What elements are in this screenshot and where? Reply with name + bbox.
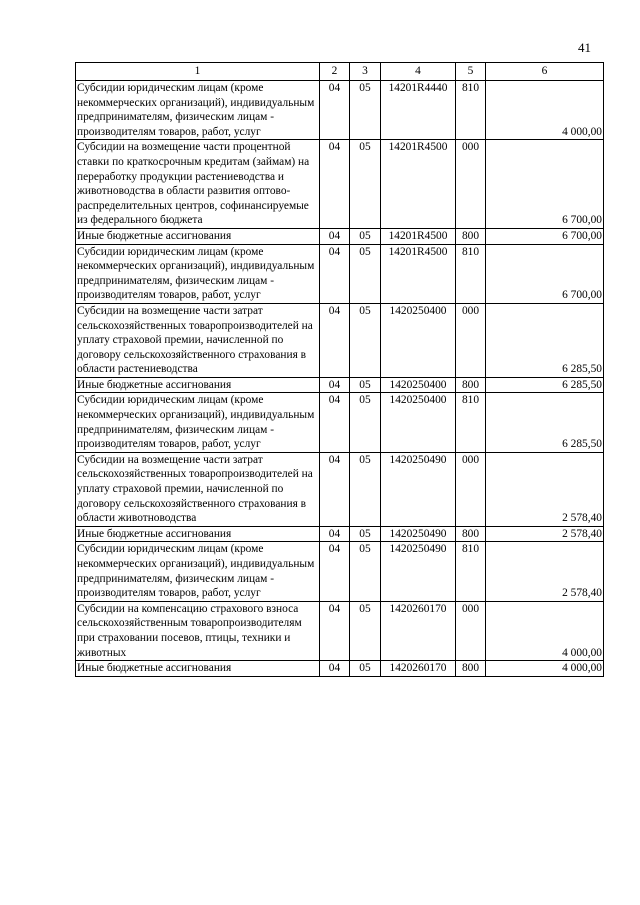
expense-type-cell: 800 bbox=[456, 661, 486, 677]
table-header-row bbox=[76, 63, 604, 81]
target-article-cell: 1420260170 bbox=[381, 661, 456, 677]
amount-cell: 6 700,00 bbox=[486, 244, 604, 303]
target-article-cell: 14201R4500 bbox=[381, 244, 456, 303]
row-name-cell: Иные бюджетные ассигнования bbox=[76, 526, 320, 542]
column-header: 3 bbox=[350, 63, 381, 81]
table-row bbox=[76, 140, 604, 229]
row-name-cell: Иные бюджетные ассигнования bbox=[76, 377, 320, 393]
target-article-cell: 1420250490 bbox=[381, 542, 456, 601]
expense-type-cell: 800 bbox=[456, 228, 486, 244]
expense-type-cell: 810 bbox=[456, 393, 486, 452]
expense-type-cell: 800 bbox=[456, 377, 486, 393]
row-name-cell: Иные бюджетные ассигнования bbox=[76, 661, 320, 677]
amount-cell: 2 578,40 bbox=[486, 542, 604, 601]
budget-allocation-table bbox=[75, 62, 604, 677]
table-row bbox=[76, 244, 604, 303]
expense-type-cell: 000 bbox=[456, 452, 486, 526]
amount-cell: 6 285,50 bbox=[486, 377, 604, 393]
table-body bbox=[76, 81, 604, 677]
expense-type-cell: 810 bbox=[456, 81, 486, 140]
section-code-cell: 04 bbox=[320, 526, 350, 542]
section-code-cell: 04 bbox=[320, 81, 350, 140]
subsection-code-cell: 05 bbox=[350, 601, 381, 660]
section-code-cell: 04 bbox=[320, 228, 350, 244]
target-article-cell: 1420250400 bbox=[381, 303, 456, 377]
column-header: 4 bbox=[381, 63, 456, 81]
subsection-code-cell: 05 bbox=[350, 228, 381, 244]
row-name-cell: Субсидии юридическим лицам (кроме некоммерческих организаций), индивидуальным предпринимателям, физическим лицам - производителям товаров, работ, услуг bbox=[76, 81, 320, 140]
amount-cell: 2 578,40 bbox=[486, 526, 604, 542]
table-row bbox=[76, 303, 604, 377]
section-code-cell: 04 bbox=[320, 244, 350, 303]
table-row bbox=[76, 393, 604, 452]
target-article-cell: 1420260170 bbox=[381, 601, 456, 660]
row-name-cell: Субсидии на возмещение части затрат сельскохозяйственных товаропроизводителей на уплату страховой премии, начисленной по договору сельскохозяйственного страхования в области животноводства bbox=[76, 452, 320, 526]
page-number: 41 bbox=[578, 40, 591, 55]
subsection-code-cell: 05 bbox=[350, 244, 381, 303]
target-article-cell: 1420250400 bbox=[381, 393, 456, 452]
section-code-cell: 04 bbox=[320, 140, 350, 229]
target-article-cell: 1420250490 bbox=[381, 526, 456, 542]
column-header: 1 bbox=[76, 63, 320, 81]
row-name-cell: Субсидии юридическим лицам (кроме некоммерческих организаций), индивидуальным предпринимателям, физическим лицам - производителям товаров, работ, услуг bbox=[76, 244, 320, 303]
expense-type-cell: 810 bbox=[456, 244, 486, 303]
subsection-code-cell: 05 bbox=[350, 377, 381, 393]
table-row bbox=[76, 661, 604, 677]
target-article-cell: 1420250400 bbox=[381, 377, 456, 393]
subsection-code-cell: 05 bbox=[350, 393, 381, 452]
row-name-cell: Субсидии на компенсацию страхового взноса сельскохозяйственным товаропроизводителям при страховании посевов, птицы, техники и животных bbox=[76, 601, 320, 660]
section-code-cell: 04 bbox=[320, 542, 350, 601]
table-row bbox=[76, 542, 604, 601]
row-name-cell: Субсидии юридическим лицам (кроме некоммерческих организаций), индивидуальным предпринимателям, физическим лицам - производителям товаров, работ, услуг bbox=[76, 393, 320, 452]
section-code-cell: 04 bbox=[320, 661, 350, 677]
table-row bbox=[76, 601, 604, 660]
table-row bbox=[76, 228, 604, 244]
table-row bbox=[76, 452, 604, 526]
amount-cell: 6 700,00 bbox=[486, 228, 604, 244]
column-header: 6 bbox=[486, 63, 604, 81]
table-row bbox=[76, 81, 604, 140]
amount-cell: 4 000,00 bbox=[486, 661, 604, 677]
section-code-cell: 04 bbox=[320, 377, 350, 393]
section-code-cell: 04 bbox=[320, 601, 350, 660]
row-name-cell: Субсидии юридическим лицам (кроме некоммерческих организаций), индивидуальным предпринимателям, физическим лицам - производителям товаров, работ, услуг bbox=[76, 542, 320, 601]
amount-cell: 4 000,00 bbox=[486, 81, 604, 140]
subsection-code-cell: 05 bbox=[350, 303, 381, 377]
expense-type-cell: 800 bbox=[456, 526, 486, 542]
subsection-code-cell: 05 bbox=[350, 452, 381, 526]
row-name-cell: Субсидии на возмещение части процентной ставки по краткосрочным кредитам (займам) на переработку продукции растениеводства и животноводства в области развития оптово-распределительных центров, софинансируемые из федерального бюджета bbox=[76, 140, 320, 229]
expense-type-cell: 000 bbox=[456, 601, 486, 660]
target-article-cell: 14201R4440 bbox=[381, 81, 456, 140]
subsection-code-cell: 05 bbox=[350, 661, 381, 677]
amount-cell: 6 700,00 bbox=[486, 140, 604, 229]
expense-type-cell: 810 bbox=[456, 542, 486, 601]
target-article-cell: 1420250490 bbox=[381, 452, 456, 526]
table-row bbox=[76, 526, 604, 542]
row-name-cell: Субсидии на возмещение части затрат сельскохозяйственных товаропроизводителей на уплату страховой премии, начисленной по договору сельскохозяйственного страхования в области растениеводства bbox=[76, 303, 320, 377]
amount-cell: 6 285,50 bbox=[486, 393, 604, 452]
subsection-code-cell: 05 bbox=[350, 81, 381, 140]
section-code-cell: 04 bbox=[320, 393, 350, 452]
section-code-cell: 04 bbox=[320, 303, 350, 377]
section-code-cell: 04 bbox=[320, 452, 350, 526]
target-article-cell: 14201R4500 bbox=[381, 228, 456, 244]
expense-type-cell: 000 bbox=[456, 303, 486, 377]
target-article-cell: 14201R4500 bbox=[381, 140, 456, 229]
subsection-code-cell: 05 bbox=[350, 542, 381, 601]
column-header: 5 bbox=[456, 63, 486, 81]
subsection-code-cell: 05 bbox=[350, 526, 381, 542]
expense-type-cell: 000 bbox=[456, 140, 486, 229]
amount-cell: 6 285,50 bbox=[486, 303, 604, 377]
column-header: 2 bbox=[320, 63, 350, 81]
table-row bbox=[76, 377, 604, 393]
subsection-code-cell: 05 bbox=[350, 140, 381, 229]
row-name-cell: Иные бюджетные ассигнования bbox=[76, 228, 320, 244]
amount-cell: 2 578,40 bbox=[486, 452, 604, 526]
amount-cell: 4 000,00 bbox=[486, 601, 604, 660]
